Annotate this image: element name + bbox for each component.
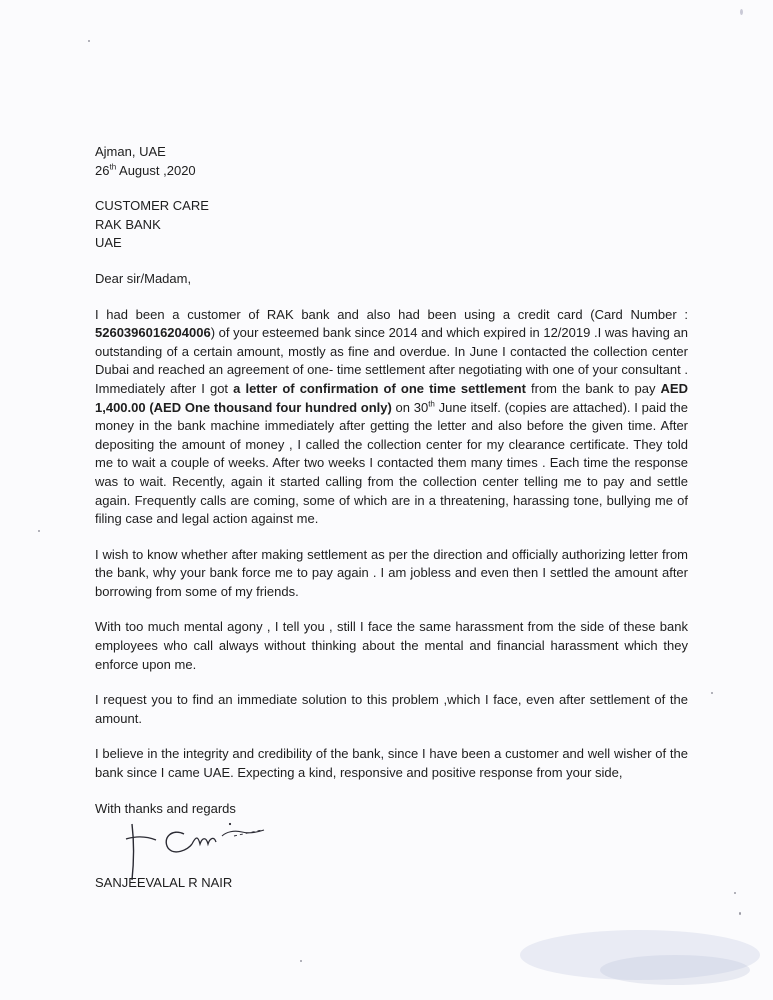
letter-date xyxy=(95,162,688,181)
letter-body xyxy=(95,143,688,893)
recipient-line: CUSTOMER CARE xyxy=(95,198,209,214)
handwritten-signature xyxy=(122,806,272,882)
date-day: 26 xyxy=(95,162,110,178)
letter-of-confirmation: a letter of confirmation of one time settlement xyxy=(233,380,526,396)
scan-speck xyxy=(734,892,736,894)
scan-speck xyxy=(739,912,741,915)
scan-smudge xyxy=(600,955,750,985)
sender-address xyxy=(95,143,688,180)
scan-speck xyxy=(88,40,90,42)
paragraph-5: I believe in the integrity and credibility of the bank, since I have been a customer and well wisher of the bank since I came UAE. Expecting a kind, responsive and positive response from your side, xyxy=(95,746,688,781)
date-suffix: th xyxy=(109,162,117,172)
recipient-line: RAK BANK xyxy=(95,216,161,232)
scan-speck xyxy=(38,530,40,532)
paragraph-1: I had been a customer of RAK bank and also had been using a credit card (Card Number : 5260396016204006) of your esteemed bank since 2014 and which expired in 12/2019 .I was having an outstanding of a certain amount, mostly as fine and overdue. In June I contacted the collection center Dubai and reached an agreement of one- time settlement after negotiating with one of your consultant . Immediately after I got a letter of confirmation of one time settlement from the bank to pay AED 1,400.00 (AED One thousand four hundred only) on 30th June itself. (copies are attached). I paid the money in the bank machine immediately after getting the letter and also before the given time. After depositing the amount of money , I called the collection center for my clearance certificate. They told me to wait a couple of weeks. After two weeks I contacted them many times . Each time the response was to wait. Recently, again it started calling from the collection center telling me to pay and settle again. Frequently calls are coming, some of which are in a threatening, harassing tone, bullying me of filing case and legal action against me. xyxy=(95,306,688,527)
paragraph-4: I request you to find an immediate solution to this problem ,which I face, even after settlement of the amount. xyxy=(95,692,688,726)
paragraph-3: With too much mental agony , I tell you , still I face the same harassment from the side of these bank employees who call always without thinking about the mental and financial harassment which they enforce upon me. xyxy=(95,619,688,672)
signatory-name: SANJEEVALAL R NAIR xyxy=(95,875,233,891)
closing: With thanks and regards xyxy=(95,800,236,816)
settlement-amount: AED 1,400.00 (AED One thousand four hundred only) xyxy=(95,380,688,415)
scan-speck xyxy=(711,692,713,694)
sender-city: Ajman, UAE xyxy=(95,144,166,159)
card-number: 5260396016204006 xyxy=(95,325,211,341)
salutation: Dear sir/Madam, xyxy=(95,270,192,286)
recipient-line: UAE xyxy=(95,235,122,251)
paragraph-2: I wish to know whether after making settlement as per the direction and officially authorizing letter from the bank, why your bank force me to pay again . I am jobless and even then I settled the amount after borrowing from some of my friends. xyxy=(95,546,688,599)
recipient-address xyxy=(95,197,688,253)
scan-speck xyxy=(740,9,743,15)
signature-area xyxy=(95,818,295,874)
scan-speck xyxy=(300,960,302,962)
date-rest: August ,2020 xyxy=(116,162,196,178)
